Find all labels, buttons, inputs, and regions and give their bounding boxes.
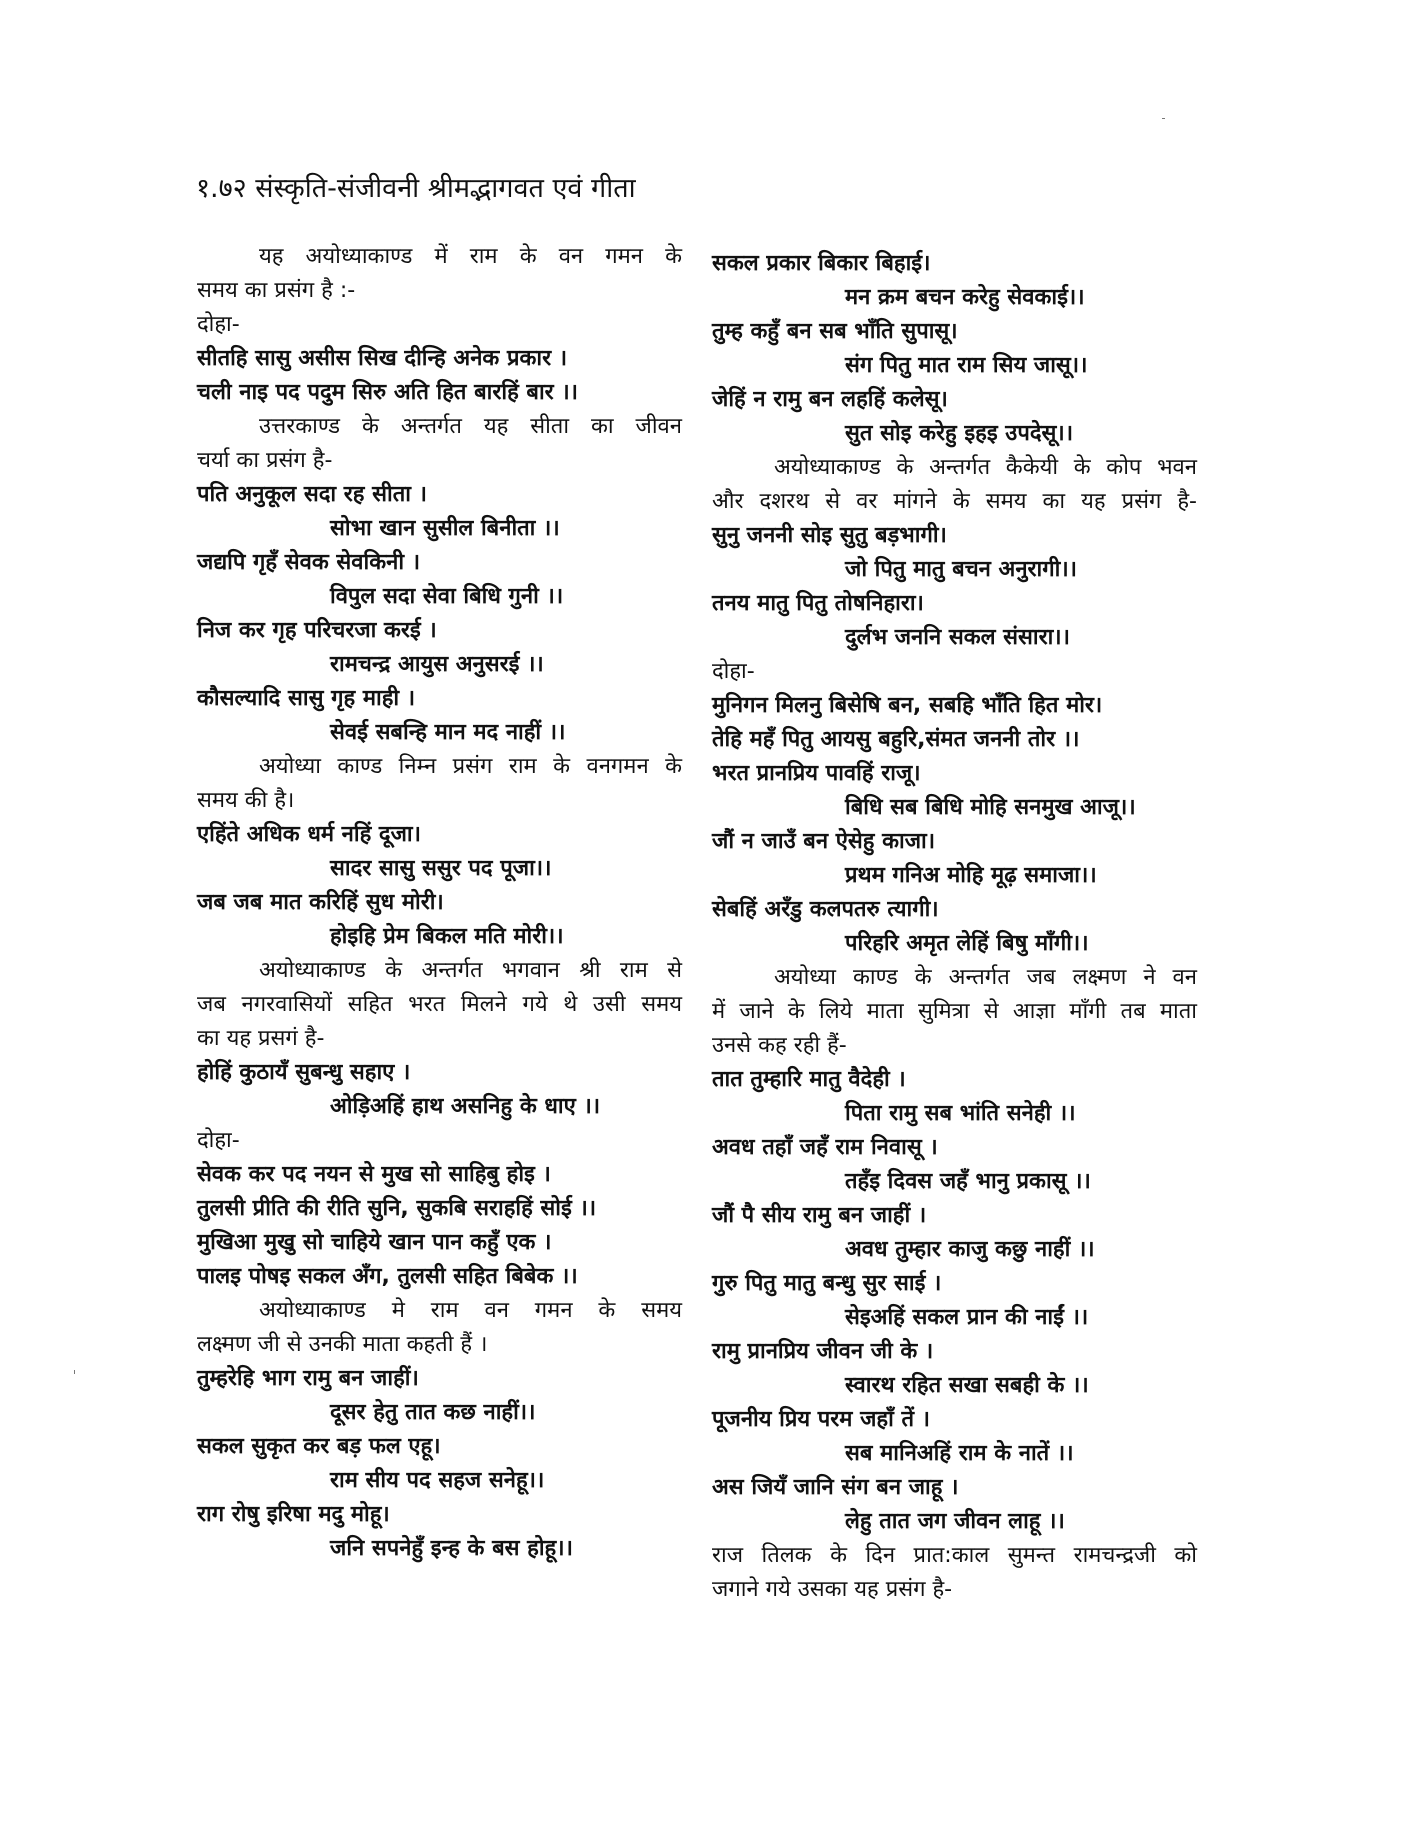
prose-line: जगाने गये उसका यह प्रसंग है-	[712, 1577, 953, 1602]
verse-line-indented: सेइअहिं सकल प्रान की नाईं ।।	[845, 1305, 1089, 1330]
verse-line: पति अनुकूल सदा रह सीता ।	[197, 482, 427, 507]
verse-line: अस जियँ जानि संग बन जाहू ।	[712, 1475, 959, 1500]
prose-line: अयोध्या काण्ड निम्न प्रसंग राम के वनगमन के	[259, 754, 682, 779]
verse-line-indented: सेवई सबन्हि मान मद नाहीं ।।	[330, 720, 566, 745]
verse-line-indented: दुर्लभ जननि सकल संसारा।।	[845, 625, 1070, 650]
verse-line-indented: विपुल सदा सेवा बिधि गुनी ।।	[330, 584, 564, 609]
verse-line: सीतहि सासु असीस सिख दीन्हि अनेक प्रकार ।	[197, 346, 568, 371]
verse-line-indented: संग पितु मात राम सिय जासू।।	[845, 353, 1088, 378]
verse-line-indented: सब मानिअहिं राम के नातें ।।	[845, 1441, 1074, 1466]
verse-line: राग रोषु इरिषा मदु मोहू।	[197, 1502, 390, 1527]
doha-heading: दोहा-	[197, 1128, 240, 1153]
verse-line-indented: सुत सोइ करेहु इहइ उपदेसू।।	[845, 421, 1074, 446]
prose-line: अयोध्या काण्ड के अन्तर्गत जब लक्ष्मण ने वन	[774, 965, 1197, 990]
verse-line-indented: ओड़िअहिं हाथ असनिहु के धाए ।।	[330, 1094, 601, 1119]
verse-line: सेवक कर पद नयन से मुख सो साहिबु होइ ।	[197, 1162, 551, 1187]
prose-line: और दशरथ से वर मांगने के समय का यह प्रसंग है-	[712, 489, 1197, 514]
verse-line: पालइ पोषइ सकल अँग, तुलसी सहित बिबेक ।।	[197, 1264, 578, 1289]
verse-line: तुम्हरेहि भाग रामु बन जाहीं।	[197, 1366, 419, 1391]
prose-line: लक्ष्मण जी से उनकी माता कहती हैं ।	[197, 1332, 488, 1357]
verse-line-indented: दूसर हेतु तात कछ नाहीं।।	[330, 1400, 536, 1425]
prose-line: समय की है।	[197, 788, 295, 813]
prose-line: जब नगरवासियों सहित भरत मिलने गये थे उसी समय	[197, 992, 682, 1017]
prose-line: यह अयोध्याकाण्ड में राम के वन गमन के	[259, 244, 682, 269]
verse-line-indented: पिता रामु सब भांति सनेही ।।	[845, 1101, 1076, 1126]
verse-line: तुम्ह कहुँ बन सब भाँति सुपासू।	[712, 319, 958, 344]
verse-line: तनय मातु पितु तोषनिहारा।	[712, 591, 924, 616]
verse-line: जब जब मात करिहिं सुध मोरी।	[197, 890, 444, 915]
left-column	[197, 240, 682, 1566]
verse-line-indented: प्रथम गनिअ मोहि मूढ़ समाजा।।	[845, 863, 1097, 888]
verse-line: सकल प्रकार बिकार बिहाई।	[712, 251, 931, 276]
verse-line: कौसल्यादि सासु गृह माही ।	[197, 686, 416, 711]
verse-line: होहिं कुठायँ सुबन्धु सहाए ।	[197, 1060, 411, 1085]
verse-line: मुखिआ मुखु सो चाहिये खान पान कहुँ एक ।	[197, 1230, 552, 1255]
verse-line: जौं न जाउँ बन ऐसेहु काजा।	[712, 829, 936, 854]
verse-line: मुनिगन मिलनु बिसेषि बन, सबहि भाँति हित मोर।	[712, 693, 1103, 718]
verse-line: गुरु पितु मातु बन्धु सुर साई ।	[712, 1271, 942, 1296]
verse-line: सकल सुकृत कर बड़ फल एहू।	[197, 1434, 441, 1459]
verse-line: भरत प्रानप्रिय पावहिं राजू।	[712, 761, 921, 786]
verse-line: तेहि महँ पितु आयसु बहुरि,संमत जननी तोर ।।	[712, 727, 1080, 752]
doha-heading: दोहा-	[712, 659, 755, 684]
verse-line: सुनु जननी सोइ सुतु बड़भागी।	[712, 523, 947, 548]
prose-line: उत्तरकाण्ड के अन्तर्गत यह सीता का जीवन	[259, 414, 682, 439]
verse-line-indented: होइहि प्रेम बिकल मति मोरी।।	[330, 924, 564, 949]
verse-line: पूजनीय प्रिय परम जहाँ तें ।	[712, 1407, 930, 1432]
verse-line: एहिंते अधिक धर्म नहिं दूजा।	[197, 822, 421, 847]
verse-line: जौं पै सीय रामु बन जाहीं ।	[712, 1203, 927, 1228]
verse-line-indented: सादर सासु ससुर पद पूजा।।	[330, 856, 552, 881]
verse-line-indented: जनि सपनेहुँ इन्ह के बस होहू।।	[330, 1536, 573, 1561]
verse-line-indented: जो पितु मातु बचन अनुरागी।।	[845, 557, 1078, 582]
verse-line: तात तुम्हारि मातु वैदेही ।	[712, 1067, 906, 1092]
verse-line-indented: राम सीय पद सहज सनेहू।।	[330, 1468, 545, 1493]
verse-line: निज कर गृह परिचरजा करई ।	[197, 618, 437, 643]
prose-line: अयोध्याकाण्ड के अन्तर्गत भगवान श्री राम से	[259, 958, 682, 983]
verse-line: रामु प्रानप्रिय जीवन जी के ।	[712, 1339, 934, 1364]
verse-line-indented: अवध तुम्हार काजु कछु नाहीं ।।	[845, 1237, 1095, 1262]
doha-heading: दोहा-	[197, 312, 240, 337]
right-column	[712, 247, 1197, 1607]
verse-line: जद्यपि गृहँ सेवक सेवकिनी ।	[197, 550, 421, 575]
verse-line: चली नाइ पद पदुम सिरु अति हित बारहिं बार ।।	[197, 380, 579, 405]
verse-line: तुलसी प्रीति की रीति सुनि, सुकबि सराहहिं सोई ।।	[197, 1196, 597, 1221]
scan-speck	[74, 1370, 75, 1374]
scan-speck	[1162, 118, 1165, 119]
verse-line-indented: तहँइ दिवस जहँ भानु प्रकासू ।।	[845, 1169, 1091, 1194]
verse-line: अवध तहाँ जहँ राम निवासू ।	[712, 1135, 938, 1160]
prose-line: समय का प्रसंग है :-	[197, 278, 356, 303]
prose-line: अयोध्याकाण्ड मे राम वन गमन के समय	[259, 1298, 682, 1323]
prose-line: का यह प्रसगं है-	[197, 1026, 325, 1051]
verse-line-indented: स्वारथ रहित सखा सबही के ।।	[845, 1373, 1089, 1398]
verse-line-indented: बिधि सब बिधि मोहि सनमुख आजू।।	[845, 795, 1136, 820]
verse-line-indented: लेहु तात जग जीवन लाहू ।।	[845, 1509, 1065, 1534]
verse-line: सेबहिं अरँडु कलपतरु त्यागी।	[712, 897, 939, 922]
prose-line: में जाने के लिये माता सुमित्रा से आज्ञा माँगी तब माता	[712, 999, 1197, 1024]
verse-line-indented: परिहरि अमृत लेहिं बिषु माँगी।।	[845, 931, 1089, 956]
verse-line: जेहिं न रामु बन लहहिं कलेसू।	[712, 387, 948, 412]
verse-line-indented: सोभा खान सुसील बिनीता ।।	[330, 516, 560, 541]
prose-line: राज तिलक के दिन प्रात:काल सुमन्त रामचन्द्रजी को	[712, 1543, 1197, 1568]
prose-line: चर्या का प्रसंग है-	[197, 448, 333, 473]
prose-line: उनसे कह रही हैं-	[712, 1033, 847, 1058]
page-header-title: १.७२ संस्कृति-संजीवनी श्रीमद्भागवत एवं गीता	[196, 173, 636, 204]
verse-line-indented: मन क्रम बचन करेहु सेवकाई।।	[845, 285, 1085, 310]
prose-line: अयोध्याकाण्ड के अन्तर्गत कैकेयी के कोप भवन	[774, 455, 1197, 480]
verse-line-indented: रामचन्द्र आयुस अनुसरई ।।	[330, 652, 544, 677]
